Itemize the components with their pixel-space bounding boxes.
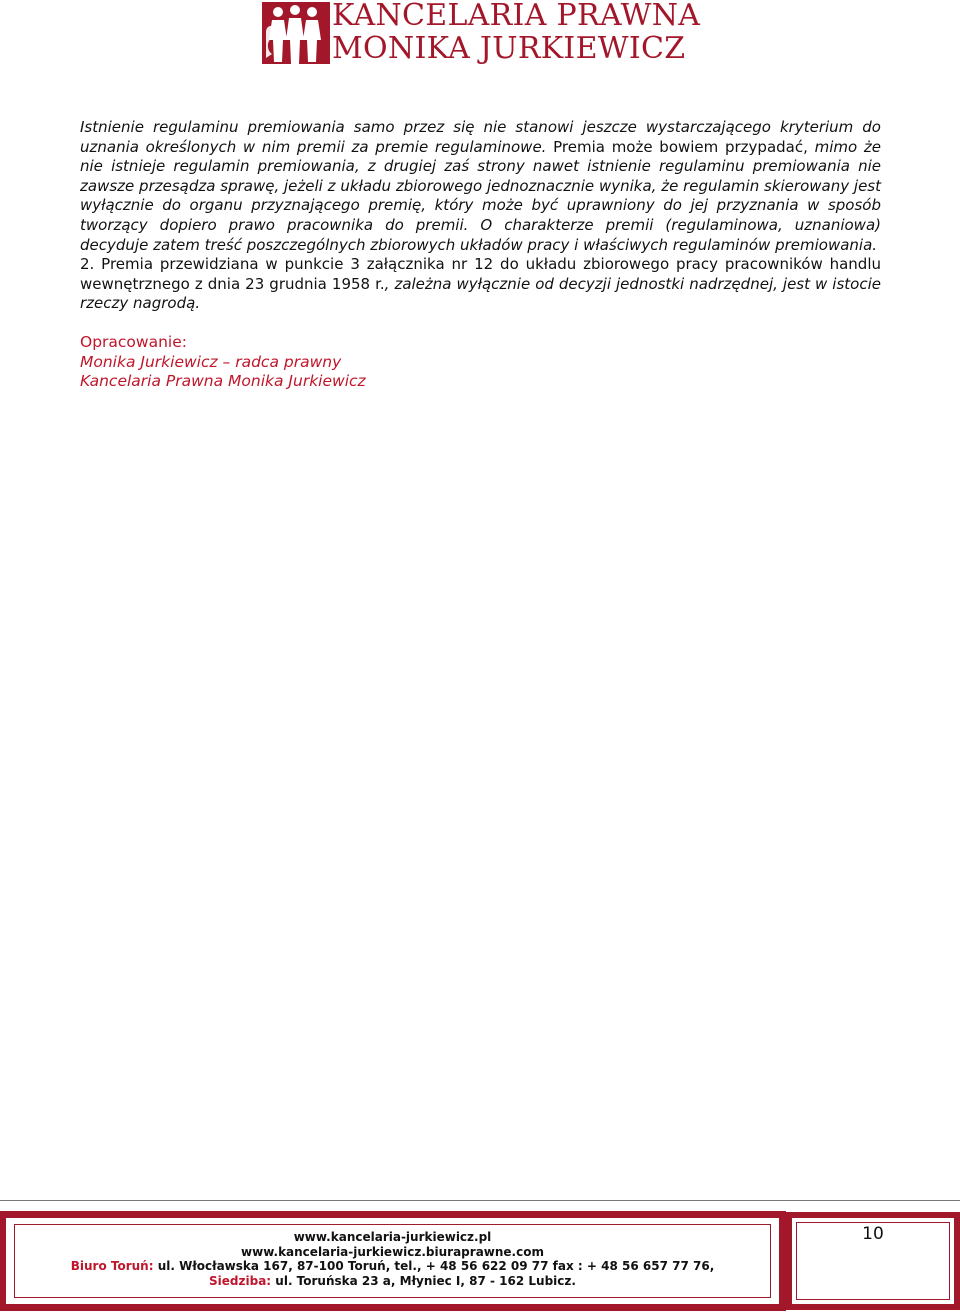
firm-name-line1: KANCELARIA PRAWNA <box>332 0 701 33</box>
p2-upright-text: 2. Premia przewidziana w punkcie 3 załącznika nr 12 do układu zbiorowego pracy pracowników handlu wewnętrznego z dnia 23 grudnia 1958 r. <box>80 255 881 293</box>
paragraph-2 <box>80 255 881 314</box>
seat-label: Siedziba: <box>209 1273 272 1288</box>
p1-rest-text: mimo że nie istnieje regulamin premiowania, z drugiej zaś strony nawet istnienie regulaminu premiowania nie zawsze przesądza sprawę, jeżeli z układu zbiorowego jednoznacznie wynika, że regulamin skierowany jest wyłącznie do organu przyznającego premię, który może być uprawniony do jej przyznania w sposób tworzący dopiero prawo pracownika do premii. O charakterze premii (regulaminowa, uznaniowa) decyduje zatem treść poszczególnych zbiorowych układów pracy i właściwych regulaminów premiowania. <box>80 137 881 254</box>
letterhead-logo <box>262 2 702 68</box>
signature-block <box>80 333 881 392</box>
firm-name <box>332 0 700 66</box>
footer-contact-text <box>6 1230 779 1288</box>
signature-label: Opracowanie: <box>80 332 187 351</box>
people-logo-icon <box>262 2 330 64</box>
firm-name-line2: MONIKA JURKIEWICZ <box>332 31 686 66</box>
footer-url-1[interactable]: www.kancelaria-jurkiewicz.pl <box>293 1230 492 1244</box>
document-body <box>80 118 881 392</box>
p2-italic-text: , zależna wyłącznie od decyzji jednostki nadrzędnej, jest w istocie rzeczy nagrodą. <box>80 274 881 313</box>
footer-seat-line <box>6 1274 779 1289</box>
footer-url-2[interactable]: www.kancelaria-jurkiewicz.biuraprawne.com <box>241 1244 544 1259</box>
office-address: ul. Włocławska 167, 87-100 Toruń, tel., + 48 56 622 09 77 fax : + 48 56 657 77 76, <box>153 1259 715 1273</box>
p1-italic-text: Istnienie regulaminu premiowania samo przez się nie stanowi jeszcze wystarczającego kryterium do uznania określonych w nim premii za premie regulaminowe. <box>80 118 881 156</box>
paragraph-1 <box>80 118 881 255</box>
p1-upright-text: Premia może bowiem przypadać, <box>546 137 808 156</box>
footer-contact-box <box>0 1212 785 1310</box>
office-label: Biuro Toruń: <box>70 1259 154 1273</box>
signature-author: Monika Jurkiewicz – radca prawny <box>80 352 342 371</box>
footer-divider <box>0 1200 960 1201</box>
signature-firm: Kancelaria Prawna Monika Jurkiewicz <box>80 372 366 391</box>
footer-office-line <box>6 1259 779 1274</box>
page-number: 10 <box>862 1224 884 1244</box>
page-number-box <box>786 1212 960 1310</box>
seat-address: ul. Toruńska 23 a, Młyniec I, 87 - 162 Lubicz. <box>271 1273 576 1288</box>
